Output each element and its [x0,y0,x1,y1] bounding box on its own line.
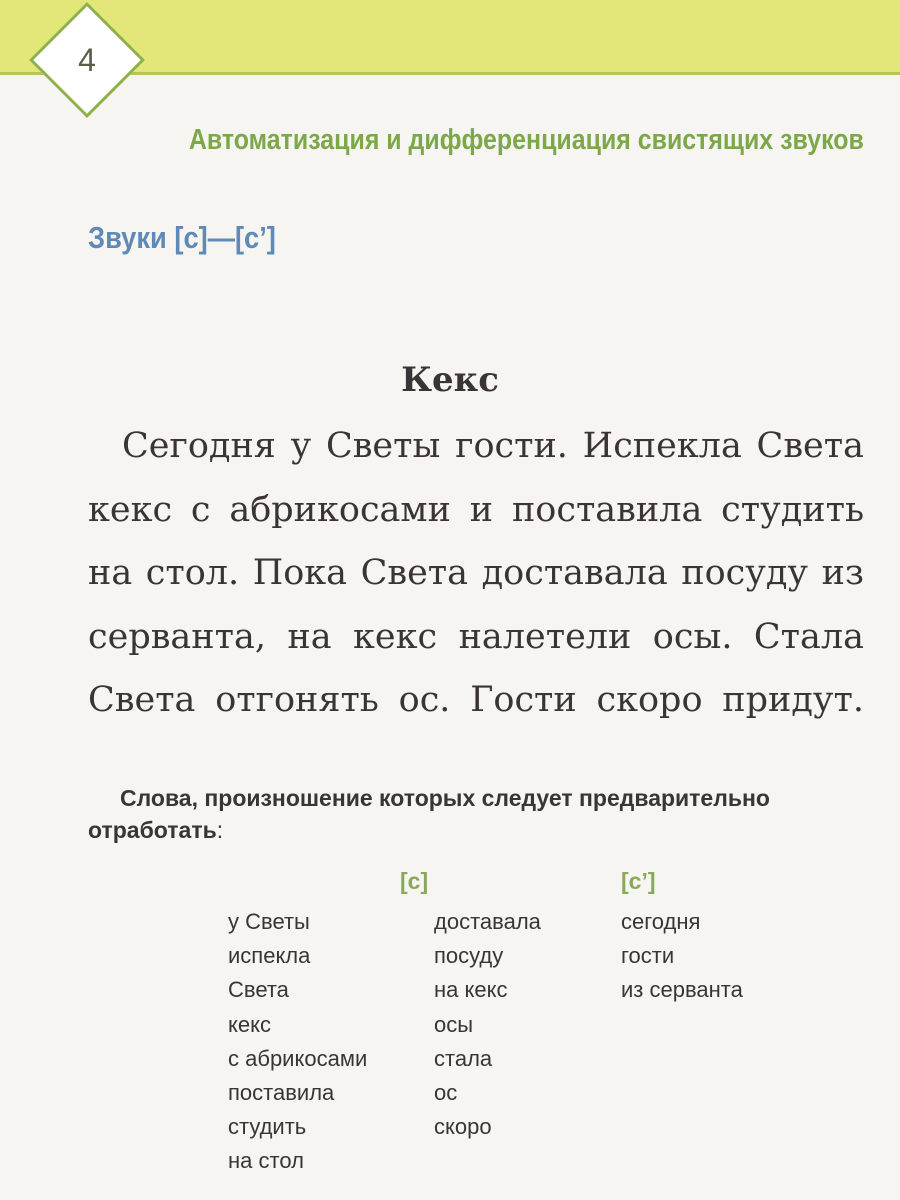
list-item: стала [434,1045,493,1071]
column-header-s-soft: [с’] [621,868,656,894]
story-line: кекс с абрикосами и поставила студить [88,489,864,530]
list-item: у Светы [228,909,310,934]
word-column-3 [621,905,743,1008]
list-item: кекс [228,1011,271,1037]
column-header-s: [с] [400,868,429,894]
story-line: серванта, на кекс налетели осы. Стала [88,616,864,657]
words-intro-line [88,814,878,846]
list-item: Света [228,977,289,1003]
story-line: Света отгонять ос. Гости скоро придут. [88,680,864,720]
list-item: студить [228,1114,307,1140]
word-column-1 [228,905,367,1179]
story-line: на стол. Пока Света доставала посуду из [88,553,864,593]
list-item: поставила [228,1080,335,1106]
list-item: доставала [434,909,541,934]
page-number: 4 [78,41,96,78]
words-intro-colon: : [216,817,224,843]
words-intro [88,782,878,846]
list-item: ос [434,1080,458,1106]
list-item: скоро [434,1114,492,1140]
list-item: из серванта [621,977,743,1003]
list-item: осы [434,1011,474,1037]
word-column-2 [434,905,541,1144]
sounds-heading: Звуки [с]—[с’] [88,220,276,255]
list-item: с абрикосами [228,1045,368,1071]
words-intro-line: Слова, произношение которых следует предварительно [120,785,770,811]
list-item: гости [621,943,675,969]
top-band-divider [0,72,900,75]
story-line: Сегодня у Светы гости. Испекла Света [122,426,864,466]
list-item: испекла [228,943,311,969]
words-intro-emphasis: отработать [88,817,217,843]
story-title: Кекс [401,360,499,400]
story-text [88,415,864,733]
list-item: посуду [434,943,504,969]
list-item: сегодня [621,909,701,934]
section-header: Автоматизация и дифференциация свистящих звуков [189,124,864,156]
list-item: на стол [228,1148,304,1174]
list-item: на кекс [434,977,508,1003]
